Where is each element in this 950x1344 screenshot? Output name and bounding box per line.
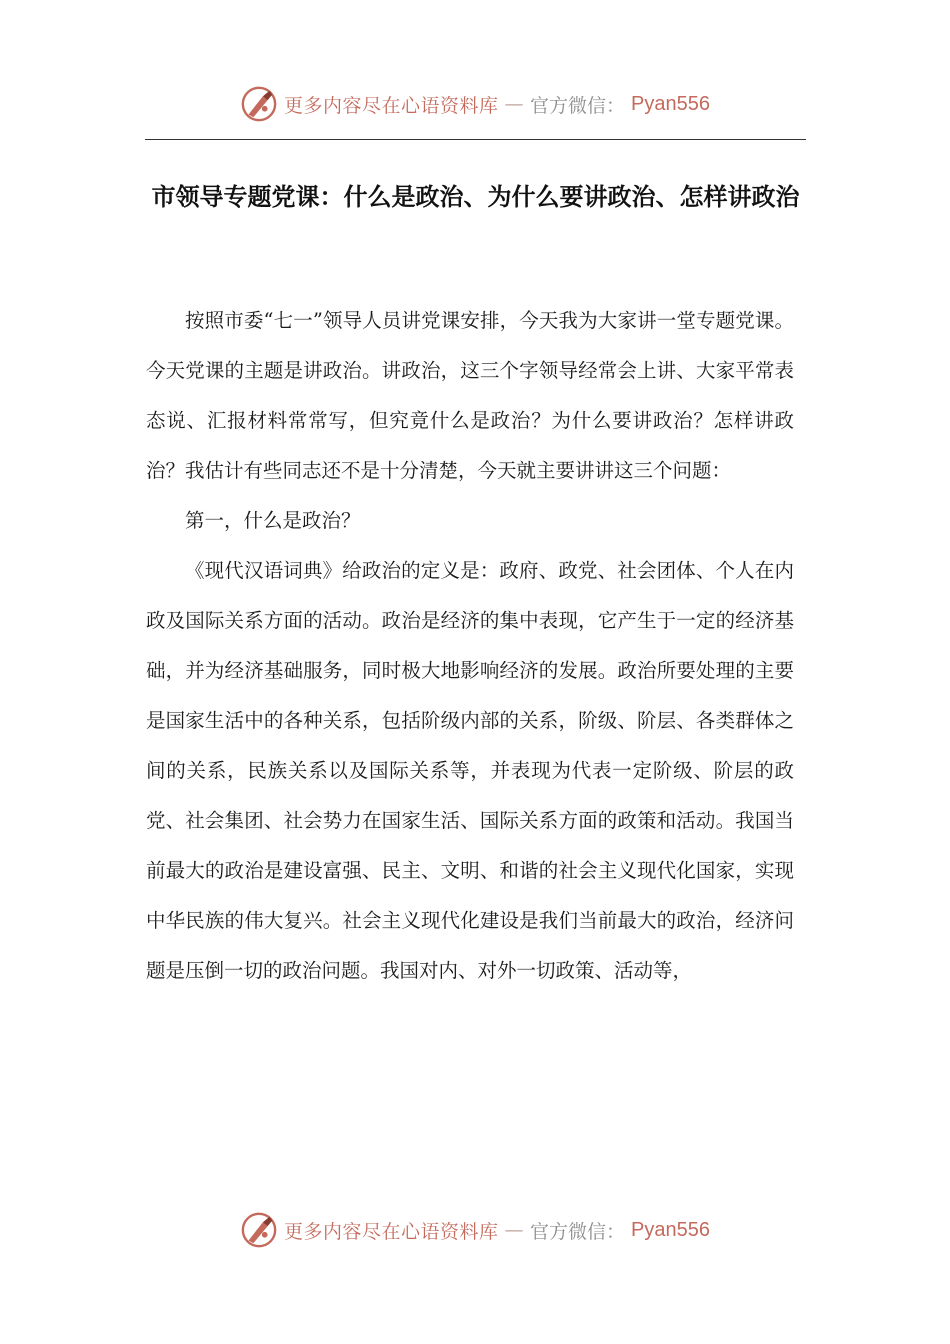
header-rule <box>145 139 806 140</box>
banner-dash: — <box>504 93 525 115</box>
document-title: 市领导专题党课：什么是政治、为什么要讲政治、怎样讲政治 <box>151 183 800 211</box>
banner-slogan: 更多内容尽在心语资料库 <box>284 94 499 117</box>
paragraph-section-heading: 第一，什么是政治？ <box>185 509 361 532</box>
document-body <box>146 296 794 996</box>
banner-wechat-id: Pyan556 <box>631 1218 710 1241</box>
header-banner <box>0 80 950 128</box>
banner-label: 官方微信： <box>530 1220 626 1243</box>
footer-banner <box>0 1206 950 1254</box>
banner-label: 官方微信： <box>530 94 626 117</box>
paragraph-intro: 按照市委“七一”领导人员讲党课安排，今天我为大家讲一堂专题党课。今天党课的主题是讲政治。讲政治，这三个字领导经常会上讲、大家平常表态说、汇报材料常常写，但究竟什么是政治？为什么要讲政治？怎样讲政治？我估计有些同志还不是十分清楚，今天就主要讲讲这三个问题： <box>146 309 794 482</box>
banner-wechat-id: Pyan556 <box>631 92 710 115</box>
pen-logo-icon <box>240 85 278 123</box>
banner-dash: — <box>504 1219 525 1241</box>
pen-logo-icon <box>240 1211 278 1249</box>
banner-slogan: 更多内容尽在心语资料库 <box>284 1220 499 1243</box>
paragraph-definition: 《现代汉语词典》给政治的定义是：政府、政党、社会团体、个人在内政及国际关系方面的活动。政治是经济的集中表现，它产生于一定的经济基础，并为经济基础服务，同时极大地影响经济的发展。政治所要处理的主要是国家生活中的各种关系，包括阶级内部的关系，阶级、阶层、各类群体之间的关系，民族关系以及国际关系等，并表现为代表一定阶级、阶层的政党、社会集团、社会势力在国家生活、国际关系方面的政策和活动。我国当前最大的政治是建设富强、民主、文明、和谐的社会主义现代化国家，实现中华民族的伟大复兴。社会主义现代化建设是我们当前最大的政治，经济问题是压倒一切的政治问题。我国对内、对外一切政策、活动等， <box>146 559 794 982</box>
